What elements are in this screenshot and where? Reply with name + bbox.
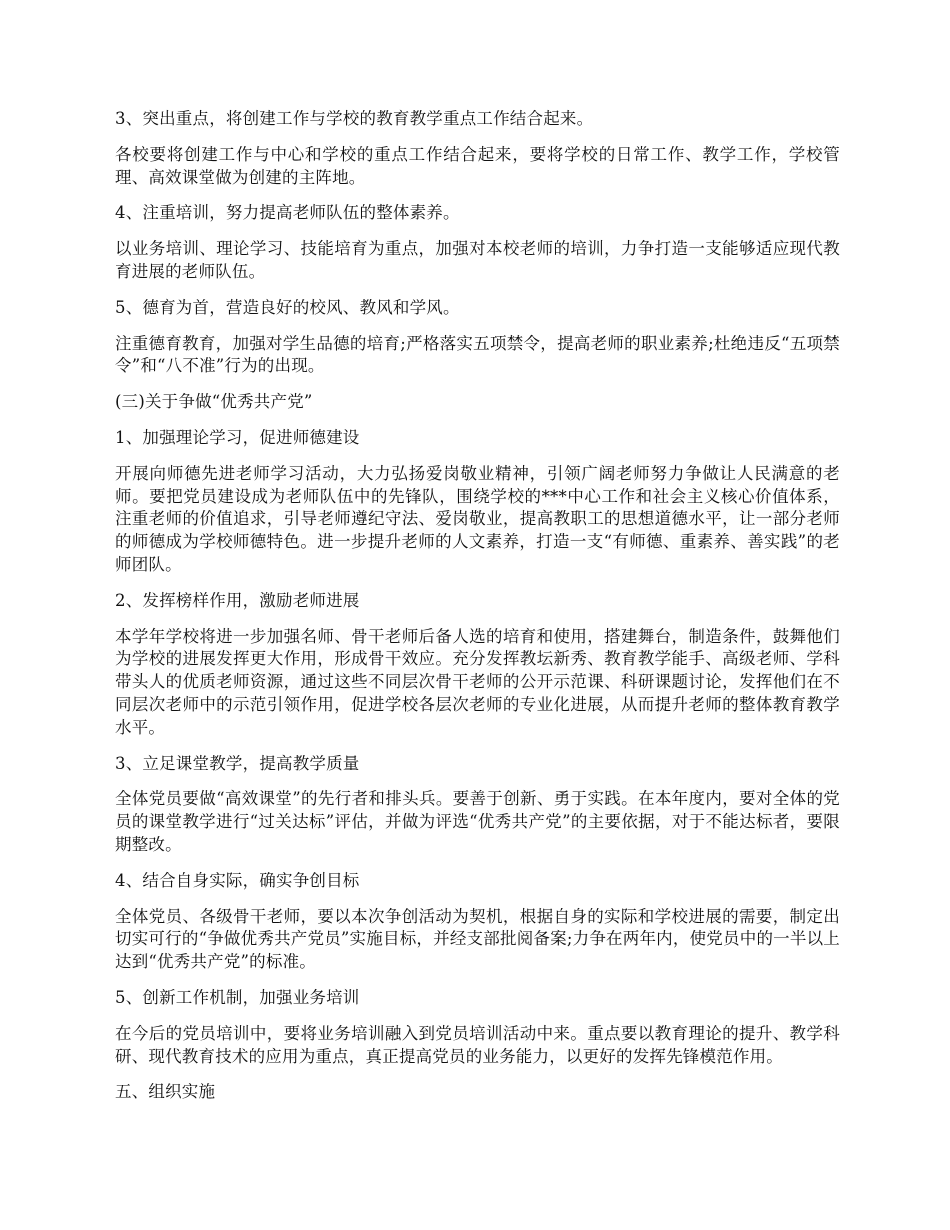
section-heading-three: (三)关于争做“优秀共产党”	[115, 392, 313, 412]
heading-item-5-mechanism: 5、创新工作机制，加强业务培训	[115, 987, 360, 1007]
body-paragraph: 全体党员、各级骨干老师，要以本次争创活动为契机，根据自身的实际和学校进展的需要，制定出切实可行的“争做优秀共产党员”实施目标，并经支部批阅备案;力争在两年内，使党员中的一半以上达到“优秀共产党”的标准。	[115, 906, 840, 972]
heading-item-1-theory-study: 1、加强理论学习，促进师德建设	[115, 427, 360, 447]
body-paragraph: 注重德育教育，加强对学生品德的培育;严格落实五项禁令，提高老师的职业素养;杜绝违反“五项禁令”和“八不准”行为的出现。	[115, 333, 840, 376]
document-page	[115, 108, 840, 1117]
heading-item-5-moral-education: 5、德育为首，营造良好的校风、教风和学风。	[115, 297, 460, 317]
section-heading-five: 五、组织实施	[115, 1082, 216, 1102]
body-paragraph: 在今后的党员培训中，要将业务培训融入到党员培训活动中来。重点要以教育理论的提升、教学科研、现代教育技术的应用为重点，真正提高党员的业务能力，以更好的发挥先锋模范作用。	[115, 1023, 840, 1066]
body-paragraph: 开展向师德先进老师学习活动，大力弘扬爱岗敬业精神，引领广阔老师努力争做让人民满意的老师。要把党员建设成为老师队伍中的先锋队，围绕学校的***中心工作和社会主义核心价值体系，注重老师的价值追求，引导老师遵纪守法、爱岗敬业，提高教职工的思想道德水平，让一部分老师的师德成为学校师德特色。进一步提升老师的人文素养，打造一支“有师德、重素养、善实践”的老师团队。	[115, 463, 840, 574]
heading-item-2-role-model: 2、发挥榜样作用，激励老师进展	[115, 590, 360, 610]
body-paragraph: 以业务培训、理论学习、技能培育为重点，加强对本校老师的培训，力争打造一支能够适应现代教育进展的老师队伍。	[115, 239, 840, 281]
body-paragraph: 各校要将创建工作与中心和学校的重点工作结合起来，要将学校的日常工作、教学工作，学校管理、高效课堂做为创建的主阵地。	[115, 144, 840, 187]
heading-item-3-focus: 3、突出重点，将创建工作与学校的教育教学重点工作结合起来。	[115, 109, 594, 128]
body-paragraph: 本学年学校将进一步加强名师、骨干老师后备人选的培育和使用，搭建舞台，制造条件，鼓舞他们为学校的进展发挥更大作用，形成骨干效应。充分发挥教坛新秀、教育教学能手、高级老师、学科带头人的优质老师资源，通过这些不同层次骨干老师的公开示范课、科研课题讨论，发挥他们在不同层次老师中的示范引领作用，促进学校各层次老师的专业化进展，从而提升老师的整体教育教学水平。	[115, 626, 840, 737]
heading-item-4-goals: 4、结合自身实际，确实争创目标	[115, 870, 360, 890]
heading-item-3-classroom: 3、立足课堂教学，提高教学质量	[115, 753, 360, 773]
body-paragraph: 全体党员要做“高效课堂”的先行者和排头兵。要善于创新、勇于实践。在本年度内，要对全体的党员的课堂教学进行“过关达标”评估，并做为评选“优秀共产党”的主要依据，对于不能达标者，要限期整改。	[115, 789, 840, 854]
heading-item-4-training: 4、注重培训，努力提高老师队伍的整体素养。	[115, 203, 460, 223]
